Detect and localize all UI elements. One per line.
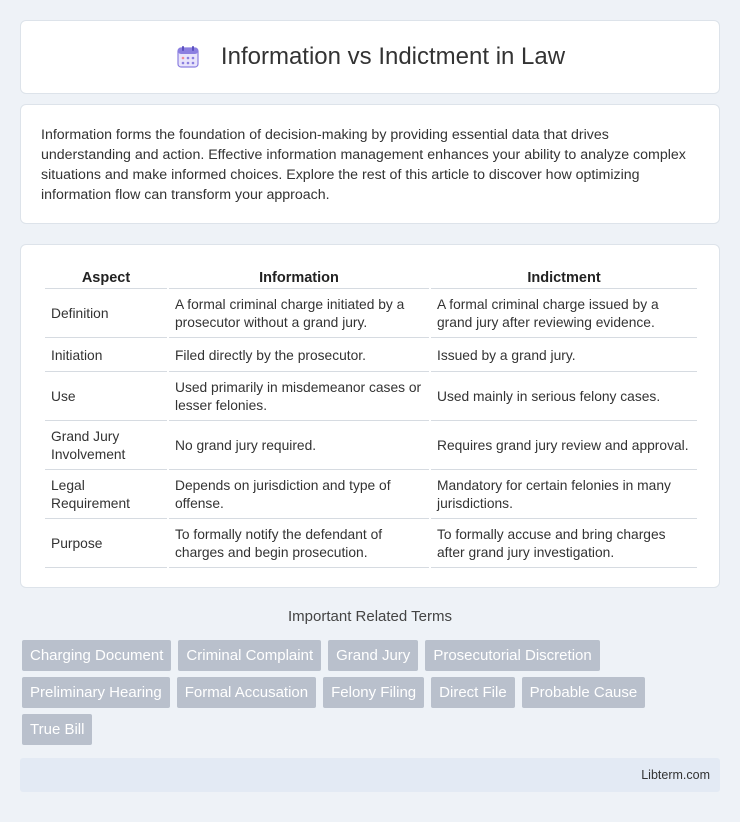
table-cell: Depends on jurisdiction and type of offense. xyxy=(169,472,429,519)
table-cell: Purpose xyxy=(45,521,167,568)
table-cell: To formally accuse and bring charges after grand jury investigation. xyxy=(431,521,697,568)
term-tag[interactable]: Preliminary Hearing xyxy=(22,677,170,708)
calendar-icon xyxy=(175,44,201,70)
term-tag[interactable]: Grand Jury xyxy=(328,640,418,671)
table-row xyxy=(45,374,697,421)
table-cell: Grand Jury Involvement xyxy=(45,423,167,470)
comparison-table xyxy=(43,265,699,570)
table-cell: Requires grand jury review and approval. xyxy=(431,423,697,470)
term-tag[interactable]: Probable Cause xyxy=(522,677,646,708)
term-tag[interactable]: Formal Accusation xyxy=(177,677,316,708)
table-cell: Use xyxy=(45,374,167,421)
table-cell: No grand jury required. xyxy=(169,423,429,470)
comparison-card xyxy=(20,244,720,588)
table-cell: Initiation xyxy=(45,340,167,372)
term-tag[interactable]: True Bill xyxy=(22,714,92,745)
related-terms-list xyxy=(22,640,722,751)
column-header-indictment: Indictment xyxy=(431,267,697,289)
table-cell: A formal criminal charge initiated by a prosecutor without a grand jury. xyxy=(169,291,429,338)
table-cell: To formally notify the defendant of charges and begin prosecution. xyxy=(169,521,429,568)
table-cell: Definition xyxy=(45,291,167,338)
term-tag[interactable]: Prosecutorial Discretion xyxy=(425,640,599,671)
table-cell: Filed directly by the prosecutor. xyxy=(169,340,429,372)
term-tag[interactable]: Direct File xyxy=(431,677,515,708)
term-tag[interactable]: Felony Filing xyxy=(323,677,424,708)
footer-site-link[interactable]: Libterm.com xyxy=(641,768,710,782)
table-cell: Used mainly in serious felony cases. xyxy=(431,374,697,421)
table-cell: Used primarily in misdemeanor cases or lesser felonies. xyxy=(169,374,429,421)
page-title: Information vs Indictment in Law xyxy=(220,43,566,70)
table-row xyxy=(45,472,697,519)
column-header-aspect: Aspect xyxy=(45,267,167,289)
related-terms-heading: Important Related Terms xyxy=(288,608,452,625)
table-cell: A formal criminal charge issued by a grand jury after reviewing evidence. xyxy=(431,291,697,338)
intro-paragraph: Information forms the foundation of decision-making by providing essential data that drives understanding and action. Effective information management enhances your ability to analyze complex situations and make informed choices. Explore the rest of this article to discover how optimizing information flow can transform your approach. xyxy=(41,127,686,203)
column-header-information: Information xyxy=(169,267,429,289)
table-row xyxy=(45,521,697,568)
table-row xyxy=(45,340,697,372)
table-header-row xyxy=(45,267,697,289)
footer xyxy=(20,758,720,792)
table-row xyxy=(45,423,697,470)
title-card xyxy=(20,20,720,94)
table-cell: Legal Requirement xyxy=(45,472,167,519)
table-cell: Mandatory for certain felonies in many jurisdictions. xyxy=(431,472,697,519)
table-cell: Issued by a grand jury. xyxy=(431,340,697,372)
table-row xyxy=(45,291,697,338)
term-tag[interactable]: Criminal Complaint xyxy=(178,640,321,671)
intro-card xyxy=(20,104,720,224)
term-tag[interactable]: Charging Document xyxy=(22,640,171,671)
